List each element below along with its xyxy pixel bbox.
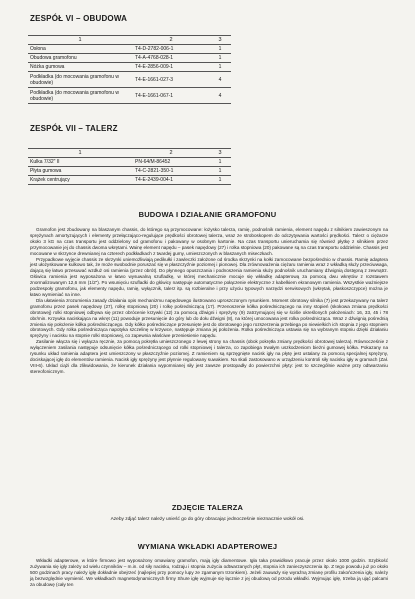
part-name: Obudowa gramofonu — [28, 54, 132, 63]
zdjecie-title: ZDJĘCIE TALERZA — [171, 503, 244, 512]
section7-title: ZESPÓŁ VII – TALERZ — [30, 124, 118, 133]
part-quantity: 1 — [209, 167, 231, 176]
part-name: Osłona — [28, 45, 132, 54]
table-row — [28, 176, 231, 185]
part-number: T4-E-1661-027-3 — [132, 72, 209, 88]
part-number: PN-64/M-86452 — [132, 158, 209, 167]
part-quantity: 1 — [209, 158, 231, 167]
section6-title: ZESPÓŁ VI – OBUDOWA — [30, 14, 128, 23]
table-header-row — [28, 149, 231, 158]
table-header-row — [28, 36, 231, 45]
column-header: 1 — [28, 36, 132, 45]
table-row — [28, 72, 231, 88]
part-quantity: 1 — [209, 176, 231, 185]
wymiana-title: WYMIANA WKŁADKI ADAPTEROWEJ — [137, 542, 278, 551]
budowa-body — [30, 227, 388, 375]
part-quantity: 1 — [209, 45, 231, 54]
table-row — [28, 167, 231, 176]
part-number: T4-C-2821-350-1 — [132, 167, 209, 176]
part-quantity: 1 — [209, 54, 231, 63]
table-row — [28, 45, 231, 54]
table-row — [28, 63, 231, 72]
part-number: T4-E-2856-009-1 — [132, 63, 209, 72]
part-name: Podkładka (do mocowania gramofonu w obudowie) — [28, 88, 132, 104]
part-name: Płyta gumowa — [28, 167, 132, 176]
budowa-title: BUDOWA I DZIAŁANIE GRAMOFONU — [138, 210, 277, 219]
part-quantity: 1 — [209, 63, 231, 72]
part-name: Nóżka gumowa — [28, 63, 132, 72]
column-header: 3 — [209, 36, 231, 45]
paragraph: Zasilanie włącza się i wyłącza ręcznie, za pomocą pokrętła umieszczonego z lewej strony na chassis (obok pokrętła zmiany prędkości obrotowej talerza). Równocześnie z wyłączeniem zasilania następuje odsunięcie kółka pośredniczącego od rolki stopniowej i talerza, co zapobiega trwałym uszkodzeniom bieżni gumowej kółka. Pokazany na rysunku układ ramienia adaptera jest umieszczony w płaszczyźnie poziomej. Z ramieniem są sprzęgnięte nacisk igły na płytę jest ustalany za pomocą specjalnej sprężyny, dociskającej igłę do elementów ramienia. Nacisk igły sprężyny jest płynnie regulowany suwakiem. Na skali zastosowano w urządzeniu kontroli siły nacisku igły w gramach (Zał. VIII-6). Układ ciążi dla zlikwidowania, że kierunek działania wypomnianej siły jest zawsze prostopadły do powierzchni płyty: jest to szczególnie ważne przy odtwarzaniu stereofonicznym. — [30, 339, 388, 374]
paragraph: Wkładki adapterowe, w które firmowo jest wyposażony omawiany gramofon, mają igły diamentowe. Igła taka prawidłowo pracuje przez około 1000 godzin. Szybkość zużywania się igły zależy od wielu czynników – m.in. od siły nacisku, rodzaju i stopnia zużycia odtwarzanych płyt, stopnia ich zanieczyszczenia itp. Z tego powodu już po około 500 godzinach pracy należy igłę dokładnie obejrzeć (najlepiej przy pomocy lupy ze zgamanym trzonkiem). Jeżeli zauważy się wyraźną zmianę profilu zakończenia igły, należy ją bezwzględnie wymienić. We wkładkach magnetodynamicznych firmy Shure igłę wyjmuje się łącznie z jej obudową od przodu wkładki. Wyjmując igłę, trzeba ją ująć palcami za obudowę (cały ten — [30, 558, 388, 587]
part-number: T4-E-2439-004-1 — [132, 176, 209, 185]
paragraph: Gramofon jest zbudowany na blaszanym chassis, do którego są przymocowane: łożysko talerza, ramię, podnośnik ramienia, element napędu z silnikiem zawieszonym na sprężynach amortyzujących i elementy przełączająco-regulujące prędkości obrotowej talerza, wraz ze stroboskopem do odczytywania wartości prędkości. Talerz o ciężarze około 3 kG na czas transportu jest oddzielony od gramofonu i pakowany w osobnym kartonie. Na czas transportu unieruchamia się również płytkę z silnikiem przez przymocowanie jej do chassis dwoma wkrętami. Wainę element napędu – pasek napędowy (27) i rolka stopniowa (20) pakowane są na czas transportu oddzielnie. Chassis jest mocowane w skrzynce drewnianej na czterech podkładkach z twardej gumy, umieszczonych w blaszanych miseczkach. — [30, 227, 388, 256]
part-name: Podkładka (do mocowania gramofonu w obudowie) — [28, 72, 132, 88]
part-number: T4-D-2782-006-1 — [132, 45, 209, 54]
part-name: Kulka 7/32" II — [28, 158, 132, 167]
part-name: Krążek centrujący — [28, 176, 132, 185]
part-number: T4-A-4768-028-1 — [132, 54, 209, 63]
column-header: 2 — [132, 149, 209, 158]
column-header: 2 — [132, 36, 209, 45]
part-quantity: 4 — [209, 88, 231, 104]
paragraph: Przypadkowe wyjęcie chassis ze skrzynki uniemożliwiają pedikułki i zawleczki założone od środka skrzynki na kołki zamocowane bezpośrednio w chassis. Ramię adaptera jest ułożyskowane kulkowo tak, że może swobodnie poruszać się w płaszczyźnie poziomej i pionowej. Dla zrównoważenia ciężaru ramienia wraz z wkładką służy przeciwwaga, dającą się łatwo przesuwać wzdłuż osi ramienia (przez obrót). Do płynnego opuszczania i podnoszenia ramienia służy podnośnik uruchamiany dźwignią dostępną z zewnątrz. Główica ramienia jest wyposażona w łatwo wysuwalną szufladkę, w której mechanicznie mocuje się wkładkę adapterową za pomocą dwu wkrętów z rozstawem znormalizowanym 12,6 mm (1/2"). Po wsunięciu szufladki do główicy następuje automatyczne połączenie elektryczne z kabelkiem ekranowym ramienia. Wszystkie ważniejsze podzespoły gramofonu, jak elementy napędu, ramię, wyłącznik, talerz itp. są rozbieralne i przy użyciu typowych narzędzi serwisowych (wkrętak, płaskoszczypce) można je łatwo wymieniać na inne. — [30, 256, 388, 297]
paragraph: Dla ułatwienia zrozumienia zasady działania opis mechanizmu napędowego ilustrowano uproszczonym rysunkiem. Moment obrotowy silnika (7) jest przekazywany na talerz gramofonu przez pasek napędowy (27), rolkę stopniową (20) i rolkę pośredniczącą (17). Przenoszenie kółka pośredniczącego na inny stopień (skokowa zmiana prędkości obrotowej) rolki stopniowej odbywa się przez obrócenie krzywki (12) za pomocą dźwigni i sprężyny (9) zatrzymującej się w ściśle określonych położeniach: 16, 33, 45 i 78 obr/min. Krzywka naciskająca na wkręt (11) powoduje przesunięcie do góry lub do dołu dźwigni (8), na której umocowana jest rolka pośrednicząca. Wraz z dźwignią pośrednią zmienia się położenie kółka pośredniczącego. Gdy kółko pośredniczące przesunięte jest do obrotowego jego rozszerzenia przebiega po niewielkich ich stopnia z jego stopniem obrotowych. Gdy rolka pośrednicząca napotyka szczelinę w krzywce, następuje zmiana jej położenia. Rolka pośrednicząca ustawia się na wybranym stopniu dzięki działaniu sprężyny i nacisku na stopnie rolki stopniowej, co zapewnia właściwe przeniesienie napędu. — [30, 297, 388, 339]
section6-parts-table — [28, 35, 231, 104]
wymiana-body — [30, 558, 388, 588]
part-number: T4-E-1661-067-1 — [132, 88, 209, 104]
table-row — [28, 54, 231, 63]
table-row — [28, 158, 231, 167]
zdjecie-text: Azeby zdjąć talerz należy unieść go do góry obracając jednocześnie nieznacznie wokół osi. — [110, 517, 305, 522]
part-quantity: 4 — [209, 72, 231, 88]
section7-parts-table — [28, 148, 231, 185]
table-row — [28, 88, 231, 104]
column-header: 3 — [209, 149, 231, 158]
column-header: 1 — [28, 149, 132, 158]
